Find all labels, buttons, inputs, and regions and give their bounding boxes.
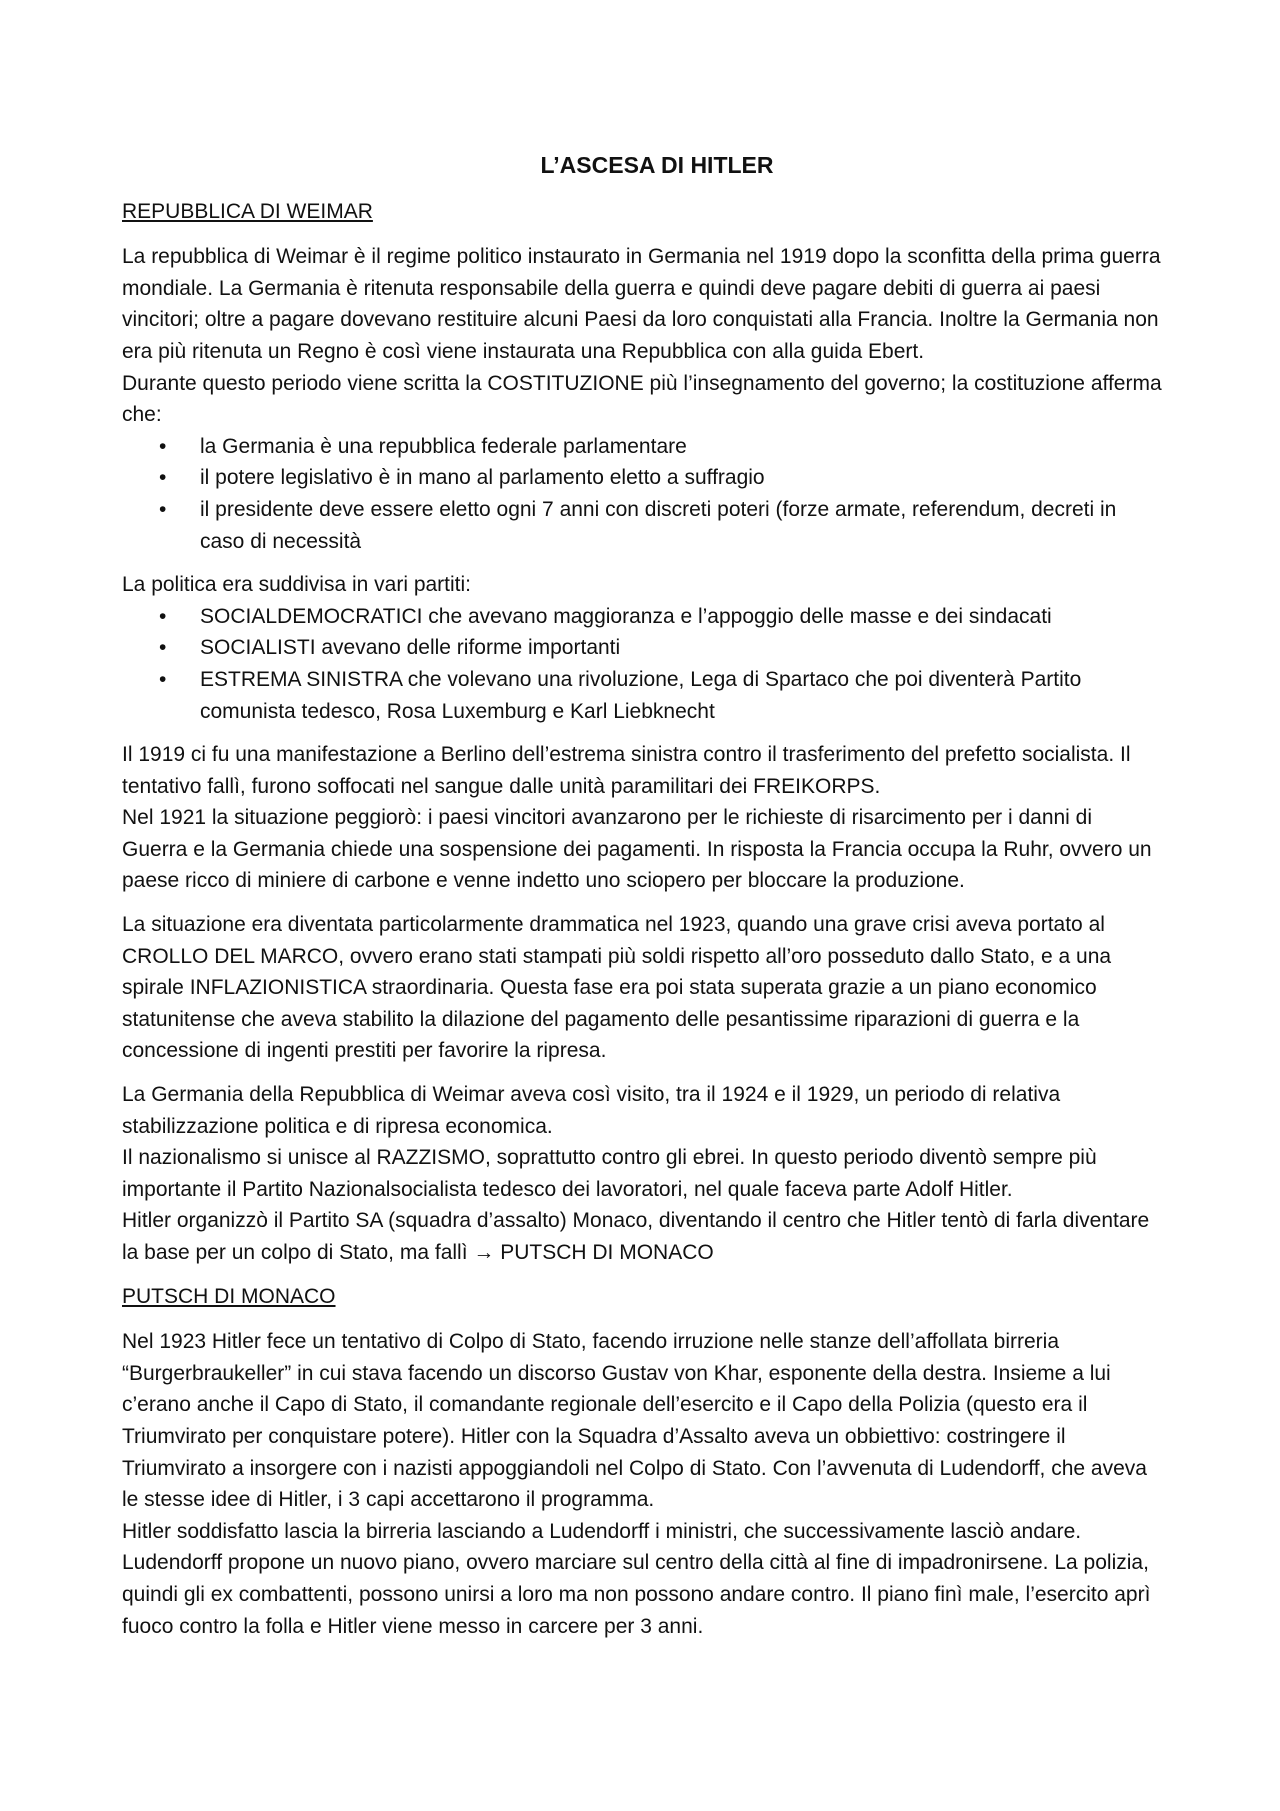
list-item-text: SOCIALDEMOCRATICI che avevano maggioranza e l’appoggio delle masse e dei sindacati	[200, 604, 1052, 628]
parties-list	[122, 601, 1162, 727]
list-item-text: SOCIALISTI avevano delle riforme importanti	[200, 636, 621, 660]
paragraph: Durante questo periodo viene scritta la COSTITUZIONE più l’insegnamento del governo; la costituzione afferma che:	[122, 371, 1162, 427]
paragraph: Nel 1923 Hitler fece un tentativo di Colpo di Stato, facendo irruzione nelle stanze dell’affollata birreria “Burgerbraukeller” in cui stava facendo un discorso Gustav von Khar, esponente della destra. Insieme a lui c’erano anche il Capo di Stato, il comandante regionale dell’esercito e il Capo della Polizia (questo era il Triumvirato per conquistare potere). Hitler con la Squadra d’Assalto aveva un obbiettivo: costringere il Triumvirato a insorgere con i nazisti appoggiandoli nel Colpo di Stato. Con l’avvenuta di Ludendorff, che aveva le stesse idee di Hitler, i 3 capi accettarono il programma.	[122, 1330, 1147, 1512]
list-item-text: ESTREMA SINISTRA che volevano una rivoluzione, Lega di Spartaco che poi diventerà Partito comunista tedesco, Rosa Luxemburg e Karl Liebknecht	[200, 667, 1082, 723]
list-item	[122, 632, 1162, 664]
list-item	[122, 664, 1162, 727]
paragraph: La repubblica di Weimar è il regime politico instaurato in Germania nel 1919 dopo la sconfitta della prima guerra mondiale. La Germania è ritenuta responsabile della guerra e quindi deve pagare debiti di guerra ai paesi vincitori; oltre a pagare dovevano restituire alcuni Paesi da loro conquistati alla Francia. Inoltre la Germania non era più ritenuta un Regno è così viene instaurata una Repubblica con alla guida Ebert.	[122, 245, 1161, 363]
paragraph: Nel 1921 la situazione peggiorò: i paesi vincitori avanzarono per le richieste di risarcimento per i danni di Guerra e la Germania chiede una sospensione dei pagamenti. In risposta la Francia occupa la Ruhr, ovvero un paese ricco di miniere di carbone e venne indetto uno sciopero per bloccare la produzione.	[122, 806, 1152, 893]
section-heading-putsch: PUTSCH DI MONACO	[122, 1284, 336, 1308]
putsch-body	[122, 1326, 1162, 1642]
constitution-list	[122, 431, 1162, 557]
bullet-icon: •	[159, 497, 167, 521]
list-item	[122, 494, 1162, 557]
paragraph-1924	[122, 1079, 1162, 1269]
list-item-text: il potere legislativo è in mano al parlamento eletto a suffragio	[200, 466, 765, 490]
paragraph-1919	[122, 739, 1162, 897]
paragraph: La situazione era diventata particolarmente drammatica nel 1923, quando una grave crisi aveva portato al CROLLO DEL MARCO, ovvero erano stati stampati più soldi rispetto all’oro posseduto dallo Stato, e a una spirale INFLAZIONISTICA straordinaria. Questa fase era poi stata superata grazie a un piano economico statunitense che aveva stabilito la dilazione del pagamento delle pesantissime riparazioni di guerra e la concessione di ingenti prestiti per favorire la ripresa.	[122, 913, 1112, 1063]
paragraph: Hitler organizzò il Partito SA (squadra d’assalto) Monaco, diventando il centro che Hitler tentò di farla diventare la base per un colpo di Stato, ma fallì → PUTSCH DI MONACO	[122, 1209, 1150, 1264]
bullet-icon: •	[159, 466, 167, 490]
bullet-icon: •	[159, 604, 167, 628]
paragraph: Hitler soddisfatto lascia la birreria lasciando a Ludendorff i ministri, che successivamente lasciò andare. Ludendorff propone un nuovo piano, ovvero marciare sul centro della città al fine di impadronirsene. La polizia, quindi gli ex combattenti, possono unirsi a loro ma non possono andare contro. Il piano finì male, l’esercito aprì fuoco contro la folla e Hitler viene messo in carcere per 3 anni.	[122, 1519, 1151, 1638]
bullet-icon: •	[159, 636, 167, 660]
list-item-text: la Germania è una repubblica federale parlamentare	[200, 434, 687, 458]
list-item	[122, 601, 1162, 633]
list-item	[122, 431, 1162, 463]
bullet-icon: •	[159, 667, 167, 691]
list-item	[122, 462, 1162, 494]
paragraph: Il nazionalismo si unisce al RAZZISMO, soprattutto contro gli ebrei. In questo periodo diventò sempre più importante il Partito Nazionalsocialista tedesco dei lavoratori, nel quale faceva parte Adolf Hitler.	[122, 1146, 1097, 1201]
section-heading-weimar: REPUBBLICA DI WEIMAR	[122, 199, 373, 223]
paragraph-1923	[122, 909, 1162, 1067]
paragraph: La politica era suddivisa in vari partiti:	[122, 573, 472, 597]
weimar-intro	[122, 241, 1162, 557]
document-page	[122, 150, 1162, 1654]
list-item-text: il presidente deve essere eletto ogni 7 anni con discreti poteri (forze armate, referendum, decreti in caso di necessità	[200, 497, 1117, 553]
page-title: L’ASCESA DI HITLER	[540, 152, 774, 178]
parties-block	[122, 569, 1162, 727]
paragraph: La Germania della Repubblica di Weimar aveva così visito, tra il 1924 e il 1929, un periodo di relativa stabilizzazione politica e di ripresa economica.	[122, 1083, 1061, 1138]
paragraph: Il 1919 ci fu una manifestazione a Berlino dell’estrema sinistra contro il trasferimento del prefetto socialista. Il tentativo fallì, furono soffocati nel sangue dalle unità paramilitari dei FREIKORPS.	[122, 743, 1131, 798]
bullet-icon: •	[159, 434, 167, 458]
